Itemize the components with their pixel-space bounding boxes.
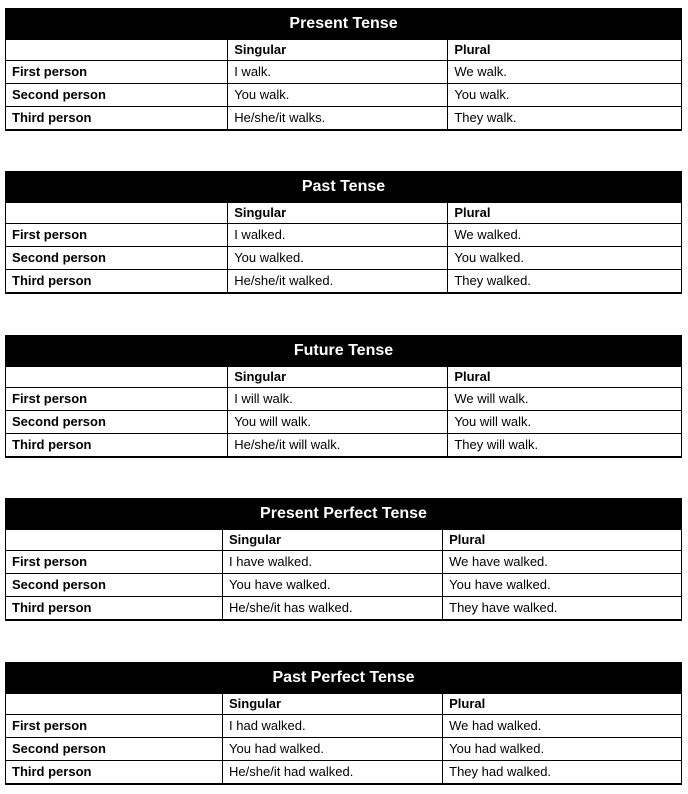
table-row (6, 715, 682, 738)
plural-cell: You have walked. (443, 574, 682, 597)
plural-cell: You had walked. (443, 738, 682, 761)
row-header: Third person (6, 107, 228, 131)
column-header-plural: Plural (448, 203, 682, 224)
table-title: Past Perfect Tense (6, 663, 682, 694)
row-header: First person (6, 224, 228, 247)
table-row (6, 434, 682, 458)
plural-cell: We had walked. (443, 715, 682, 738)
row-header: Second person (6, 411, 228, 434)
plural-cell: You walked. (448, 247, 682, 270)
singular-cell: I walked. (228, 224, 448, 247)
singular-cell: I had walked. (223, 715, 443, 738)
row-header: First person (6, 388, 228, 411)
singular-cell: You walked. (228, 247, 448, 270)
singular-cell: You had walked. (223, 738, 443, 761)
plural-cell: They will walk. (448, 434, 682, 458)
row-header: First person (6, 715, 223, 738)
corner-cell (6, 203, 228, 224)
singular-cell: He/she/it had walked. (223, 761, 443, 785)
table-row (6, 574, 682, 597)
column-header-singular: Singular (228, 40, 448, 61)
plural-cell: They have walked. (443, 597, 682, 621)
plural-cell: They walk. (448, 107, 682, 131)
table-title: Past Tense (6, 172, 682, 203)
row-header: Third person (6, 434, 228, 458)
column-header-plural: Plural (448, 40, 682, 61)
table-row (6, 84, 682, 107)
row-header: Second person (6, 84, 228, 107)
singular-cell: I walk. (228, 61, 448, 84)
table-row (6, 247, 682, 270)
plural-cell: You walk. (448, 84, 682, 107)
singular-cell: I will walk. (228, 388, 448, 411)
row-header: Second person (6, 738, 223, 761)
row-header: Third person (6, 270, 228, 294)
corner-cell (6, 367, 228, 388)
table-row (6, 270, 682, 294)
table-row (6, 411, 682, 434)
column-header-singular: Singular (223, 530, 443, 551)
table-title: Present Perfect Tense (6, 499, 682, 530)
table-row (6, 61, 682, 84)
row-header: First person (6, 61, 228, 84)
singular-cell: He/she/it walks. (228, 107, 448, 131)
column-header-singular: Singular (223, 694, 443, 715)
table-title: Future Tense (6, 336, 682, 367)
row-header: First person (6, 551, 223, 574)
corner-cell (6, 40, 228, 61)
singular-cell: He/she/it will walk. (228, 434, 448, 458)
plural-cell: You will walk. (448, 411, 682, 434)
plural-cell: They walked. (448, 270, 682, 294)
plural-cell: We walk. (448, 61, 682, 84)
plural-cell: We walked. (448, 224, 682, 247)
plural-cell: They had walked. (443, 761, 682, 785)
singular-cell: He/she/it walked. (228, 270, 448, 294)
table-row (6, 551, 682, 574)
past-perfect-tense-table (5, 662, 682, 785)
plural-cell: We have walked. (443, 551, 682, 574)
column-header-plural: Plural (443, 530, 682, 551)
singular-cell: You will walk. (228, 411, 448, 434)
table-row (6, 224, 682, 247)
present-perfect-tense-table (5, 498, 682, 621)
column-header-singular: Singular (228, 203, 448, 224)
singular-cell: He/she/it has walked. (223, 597, 443, 621)
corner-cell (6, 530, 223, 551)
column-header-plural: Plural (448, 367, 682, 388)
table-title: Present Tense (6, 9, 682, 40)
corner-cell (6, 694, 223, 715)
table-row (6, 107, 682, 131)
table-row (6, 738, 682, 761)
plural-cell: We will walk. (448, 388, 682, 411)
row-header: Third person (6, 761, 223, 785)
table-row (6, 388, 682, 411)
column-header-plural: Plural (443, 694, 682, 715)
singular-cell: I have walked. (223, 551, 443, 574)
present-tense-table (5, 8, 682, 131)
future-tense-table (5, 335, 682, 458)
row-header: Second person (6, 574, 223, 597)
table-row (6, 761, 682, 785)
singular-cell: You have walked. (223, 574, 443, 597)
singular-cell: You walk. (228, 84, 448, 107)
row-header: Third person (6, 597, 223, 621)
past-tense-table (5, 171, 682, 294)
table-row (6, 597, 682, 621)
row-header: Second person (6, 247, 228, 270)
column-header-singular: Singular (228, 367, 448, 388)
